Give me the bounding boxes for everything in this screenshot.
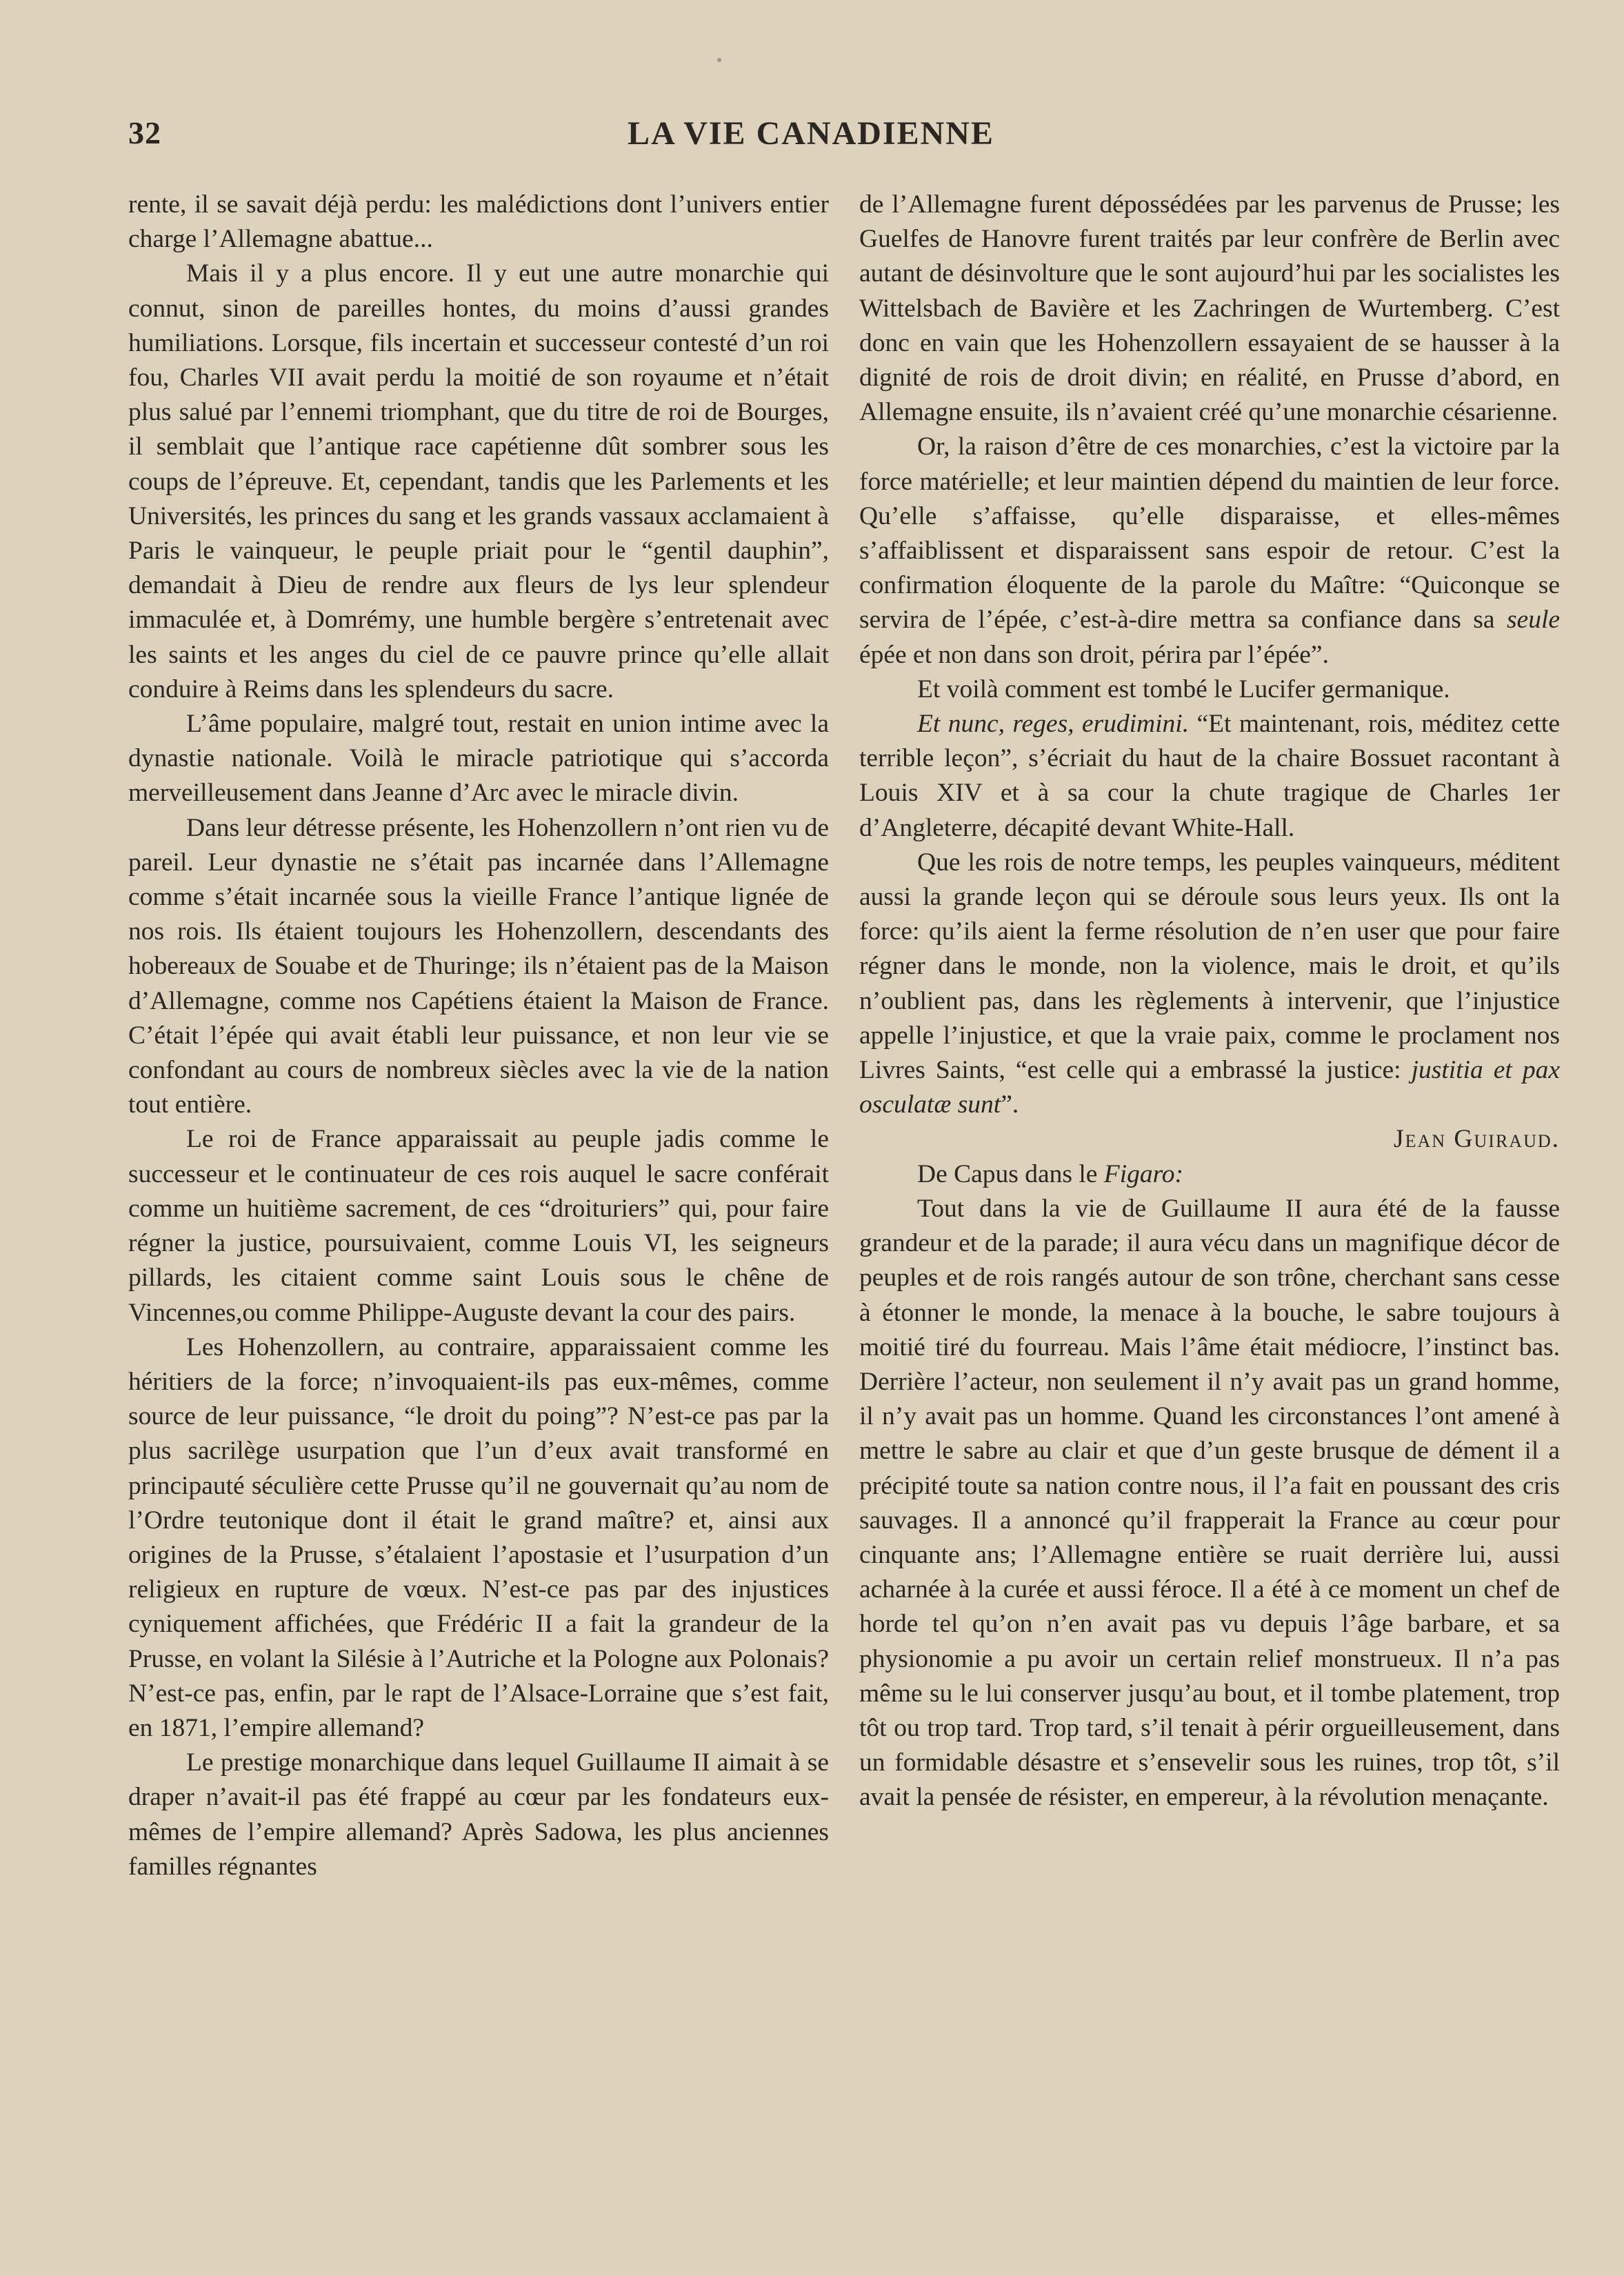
paragraph: Que les rois de notre temps, les peuples vainqueurs, méditent aussi la grande leçon qui se déroule sous leurs yeux. Ils ont la force: qu’ils aient la ferme résolution de n’en user que pour faire régner dans le monde, non la violence, mais le droit, et qu’ils n’oublient pas, dans les règlements à intervenir, que l’injustice appelle l’injustice, et que la vraie paix, comme le proclament nos Livres Saints, “est celle qui a embrassé la justice: justitia et pax osculatæ sunt”. [859, 848, 1561, 1119]
paragraph: Mais il y a plus encore. Il y eut une autre monarchie qui connut, sinon de pareilles hontes, du moins d’aussi grandes humiliations. Lorsque, fils incertain et successeur contesté d’un roi fou, Charles VII avait perdu la moitié de son royaume et n’était plus salué par l’ennemi triomphant, que du titre de roi de Bourges, il semblait que l’antique race capétienne dût sombrer sous les coups de l’épreuve. Et, cependant, tandis que les Parlements et les Universités, les princes du sang et les grands vassaux acclamaient à Paris le vainqueur, le peuple priait pour le “gentil dauphin”, demandait à Dieu de rendre aux fleurs de lys leur splendeur immaculée et, à Domrémy, une humble bergère s’entretenait avec les saints et les anges du ciel de ce pauvre prince qu’elle allait conduire à Reims dans les splendeurs du sacre. [128, 259, 829, 703]
paragraph: rente, il se savait déjà perdu: les malédictions dont l’univers entier charge l’Allemagne abattue... [128, 190, 829, 254]
paper-speck [717, 58, 721, 62]
paragraph: Et nunc, reges, erudimini. “Et maintenant, rois, méditez cette terrible leçon”, s’écriait du haut de la chaire Bossuet racontant à Louis XIV et à sa cour la chute tragique de Charles 1er d’Angleterre, décapité devant White-Hall. [859, 710, 1560, 842]
paragraph: Or, la raison d’être de ces monarchies, c’est la victoire par la force matérielle; et leur maintien dépend du maintien de leur force. Qu’elle s’affaisse, qu’elle disparaisse, et elles-mêmes s’affaiblissent et disparaissent sans espoir de retour. C’est la confirmation éloquente de la parole du Maître: “Quiconque se servira de l’épée, c’est-à-dire mettra sa confiance dans sa seule épée et non dans son droit, périra par l’épée”. [859, 432, 1561, 669]
page-number: 32 [128, 115, 161, 150]
right-column [859, 188, 1560, 1815]
latin-quote: justitia et pax osculatæ sunt [859, 1056, 1561, 1119]
paragraph: Les Hohenzollern, au contraire, apparaissaient comme les héritiers de la force; n’invoquaient-ils pas eux-mêmes, comme source de leur puissance, “le droit du poing”? N’est-ce pas par la plus sacrilège usurpation que l’un d’eux avait transformé en principauté séculière cette Prusse qu’il ne gouvernait qu’au nom de l’Ordre teutonique dont il était le grand maître? et, ainsi aux origines de la Prusse, s’étalaient l’apostasie et l’usurpation d’un religieux en rupture de vœux. N’est-ce pas par des injustices cyniquement affichées, que Frédéric II a fait la grandeur de la Prusse, en volant la Silésie à l’Autriche et la Pologne aux Polonais? N’est-ce pas, enfin, par le rapt de l’Alsace-Lorraine que s’est fait, en 1871, l’empire allemand? [128, 1332, 829, 1742]
source-intro: De Capus dans le Figaro: [917, 1159, 1184, 1188]
newspaper-name: Figaro: [1103, 1159, 1184, 1188]
paragraph: Le roi de France apparaissait au peuple jadis comme le successeur et le continuateur de ces rois auquel le sacre conférait comme un huitième sacrement, de ces “droituriers” qui, pour faire régner la justice, poursuivaient, comme Louis VI, les seigneurs pillards, les citaient comme saint Louis sous le chêne de Vincennes,ou comme Philippe-Auguste devant la cour des pairs. [128, 1125, 829, 1327]
paragraph: L’âme populaire, malgré tout, restait en union intime avec la dynastie nationale. Voilà le miracle patriotique qui s’accorda merveilleusement dans Jeanne d’Arc avec le miracle divin. [128, 710, 829, 808]
latin-quote: Et nunc, reges, erudimini. [917, 710, 1190, 739]
italic-emphasis: seule [1506, 606, 1561, 635]
left-column [128, 188, 829, 1884]
page-header [128, 114, 1494, 163]
paragraph: de l’Allemagne furent dépossédées par les parvenus de Prusse; les Guelfes de Hanovre furent traités par leur confrère de Berlin avec autant de désinvolture que le sont aujourd’hui par les socialistes les Wittelsbach de Bavière et les Zachringen de Wurtemberg. C’est donc en vain que les Hohenzollern essayaient de se hausser à la dignité de rois de droit divin; en réalité, en Prusse d’abord, en Allemagne ensuite, ils n’avaient créé qu’une monarchie césarienne. [859, 190, 1560, 427]
paragraph: Tout dans la vie de Guillaume II aura été de la fausse grandeur et de la parade; il aura vécu dans un magnifique décor de peuples et de rois rangés autour de son trône, cherchant sans cesse à étonner le monde, la menace à la bouche, le sabre toujours à moitié tiré du fourreau. Mais l’âme était médiocre, l’instinct bas. Derrière l’acteur, non seulement il n’y avait pas un grand homme, il n’y avait pas un homme. Quand les circonstances l’ont amené à mettre le sabre au clair et que d’un geste brusque de dément il a précipité toute sa nation contre nous, il l’a fait en poussant des cris sauvages. Il a annoncé qu’il frapperait la France au cœur pour cinquante ans; l’Allemagne entière se ruait derrière lui, aussi acharnée à la curée et aussi féroce. Il a été à ce moment un chef de horde tel qu’on n’en avait pas vu depuis l’âge barbare, et sa physionomie a pu avoir un certain relief monstrueux. Il n’a pas même su le lui conserver jusqu’au bout, et il tombe platement, trop tôt ou trop tard. Trop tard, s’il tenait à périr orgueilleusement, dans un formidable désastre et s’ensevelir sous les ruines, trop tôt, s’il avait la pensée de résister, en empereur, à la révolution menaçante. [859, 1194, 1560, 1812]
paragraph: Et voilà comment est tombé le Lucifer germanique. [917, 675, 1450, 703]
journal-title: LA VIE CANADIENNE [628, 115, 994, 152]
author-signature: Jean Guiraud. [1394, 1125, 1560, 1154]
paragraph: Dans leur détresse présente, les Hohenzollern n’ont rien vu de pareil. Leur dynastie ne s’était pas incarnée dans l’Allemagne comme s’était incarnée sous la vieille France l’antique lignée de nos rois. Ils étaient toujours les Hohenzollern, descendants des hobereaux de Souabe et de Thuringe; ils n’étaient pas de la Maison d’Allemagne, comme nos Capétiens étaient la Maison de France. C’était l’épée qui avait établi leur puissance, et non leur vie se confondant au cours de nombreux siècles avec la vie de la nation tout entière. [128, 813, 829, 1119]
paragraph: Le prestige monarchique dans lequel Guillaume II aimait à se draper n’avait-il pas été frappé au cœur par les fondateurs eux-mêmes de l’empire allemand? Après Sadowa, les plus anciennes familles régnantes [128, 1748, 829, 1881]
